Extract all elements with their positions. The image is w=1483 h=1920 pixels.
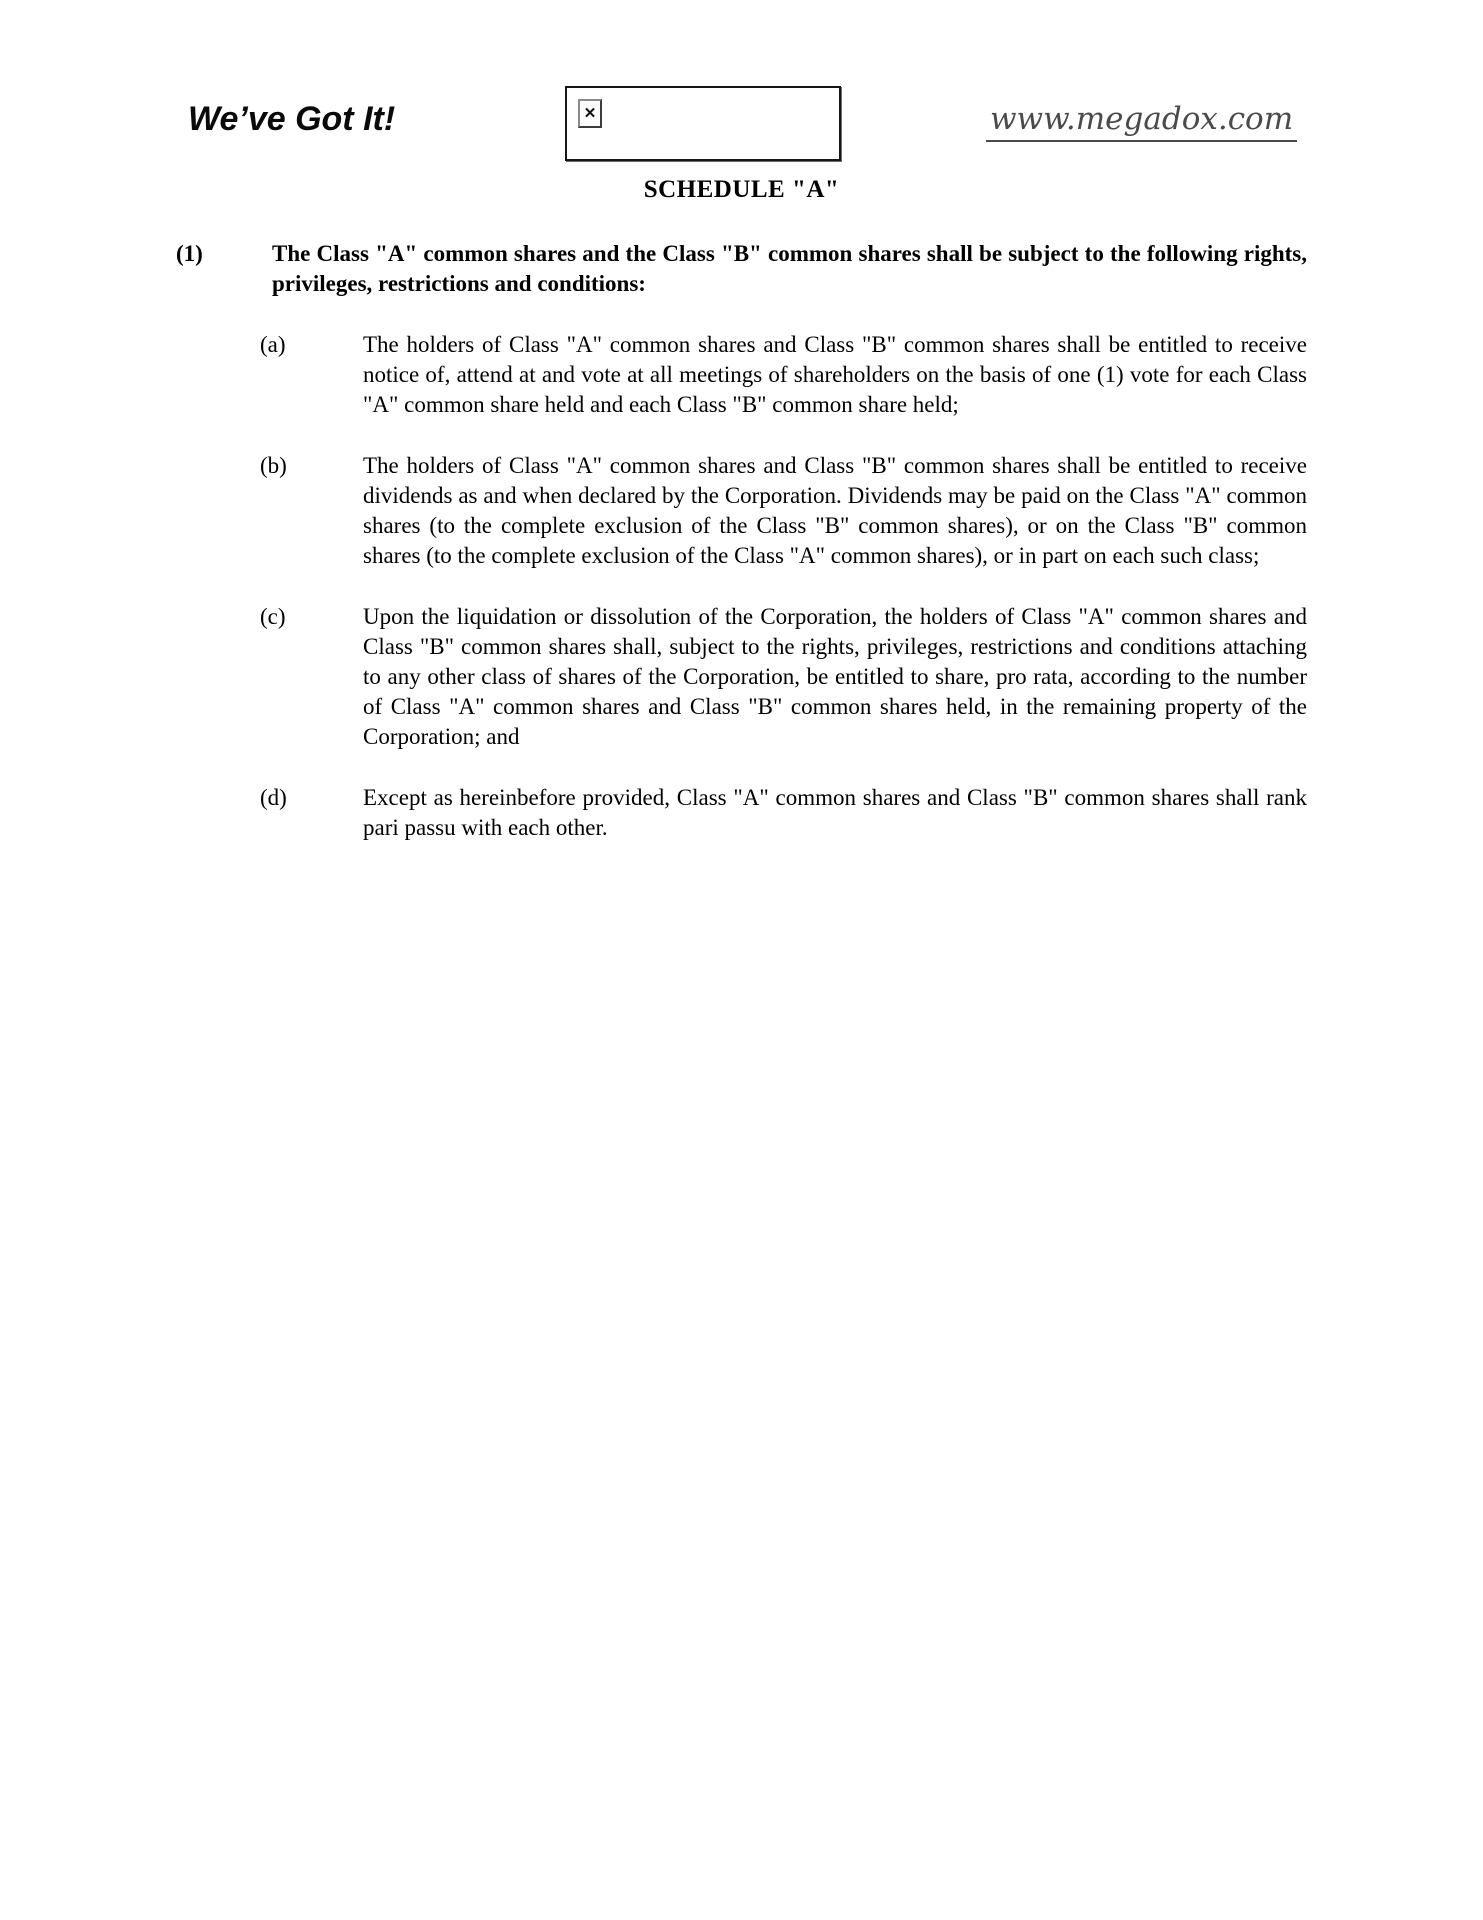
list-item-text: The holders of Class "A" common shares and Class "B" common shares shall be entitled to receive dividends as and when declared by the Corporation. Dividends may be paid on the Class "A" common shares (to the complete exclusion of the Class "B" common shares), or on the Class "B" common shares (to the complete exclusion of the Class "A" common shares), or in part on each such class; <box>363 453 1307 568</box>
list-item-c <box>260 602 1307 752</box>
list-item-a <box>260 330 1307 420</box>
document-content <box>176 176 1307 843</box>
schedule-title: SCHEDULE "A" <box>643 176 840 203</box>
website-link[interactable]: www.megadox.com <box>986 101 1297 142</box>
broken-image-glyph: ✕ <box>583 105 597 122</box>
list-item-text: The holders of Class "A" common shares and Class "B" common shares shall be entitled to receive notice of, attend at and vote at all meetings of shareholders on the basis of one (1) vote for each Class "A" common share held and each Class "B" common share held; <box>363 332 1307 417</box>
list-item-label: (d) <box>260 785 287 810</box>
logo-text: We’ve Got It! <box>188 100 396 138</box>
paragraph-number: (1) <box>176 241 203 266</box>
list-item-label: (c) <box>260 604 286 629</box>
list-item-label: (a) <box>260 332 286 357</box>
image-placeholder <box>565 86 841 161</box>
list-item-b <box>260 451 1307 571</box>
broken-image-icon <box>578 99 602 128</box>
list-item-d <box>260 783 1307 843</box>
list-item-label: (b) <box>260 453 287 478</box>
list-item-text: Upon the liquidation or dissolution of the Corporation, the holders of Class "A" common shares and Class "B" common shares shall, subject to the rights, privileges, restrictions and conditions attaching to any other class of shares of the Corporation, be entitled to share, pro rata, according to the number of Class "A" common shares and Class "B" common shares held, in the remaining property of the Corporation; and <box>363 604 1307 749</box>
numbered-paragraph <box>176 239 1307 299</box>
list-item-text: Except as hereinbefore provided, Class "A" common shares and Class "B" common shares shall rank pari passu with each other. <box>363 785 1307 840</box>
paragraph-text: The Class "A" common shares and the Class "B" common shares shall be subject to the following rights, privileges, restrictions and conditions: <box>272 241 1307 296</box>
